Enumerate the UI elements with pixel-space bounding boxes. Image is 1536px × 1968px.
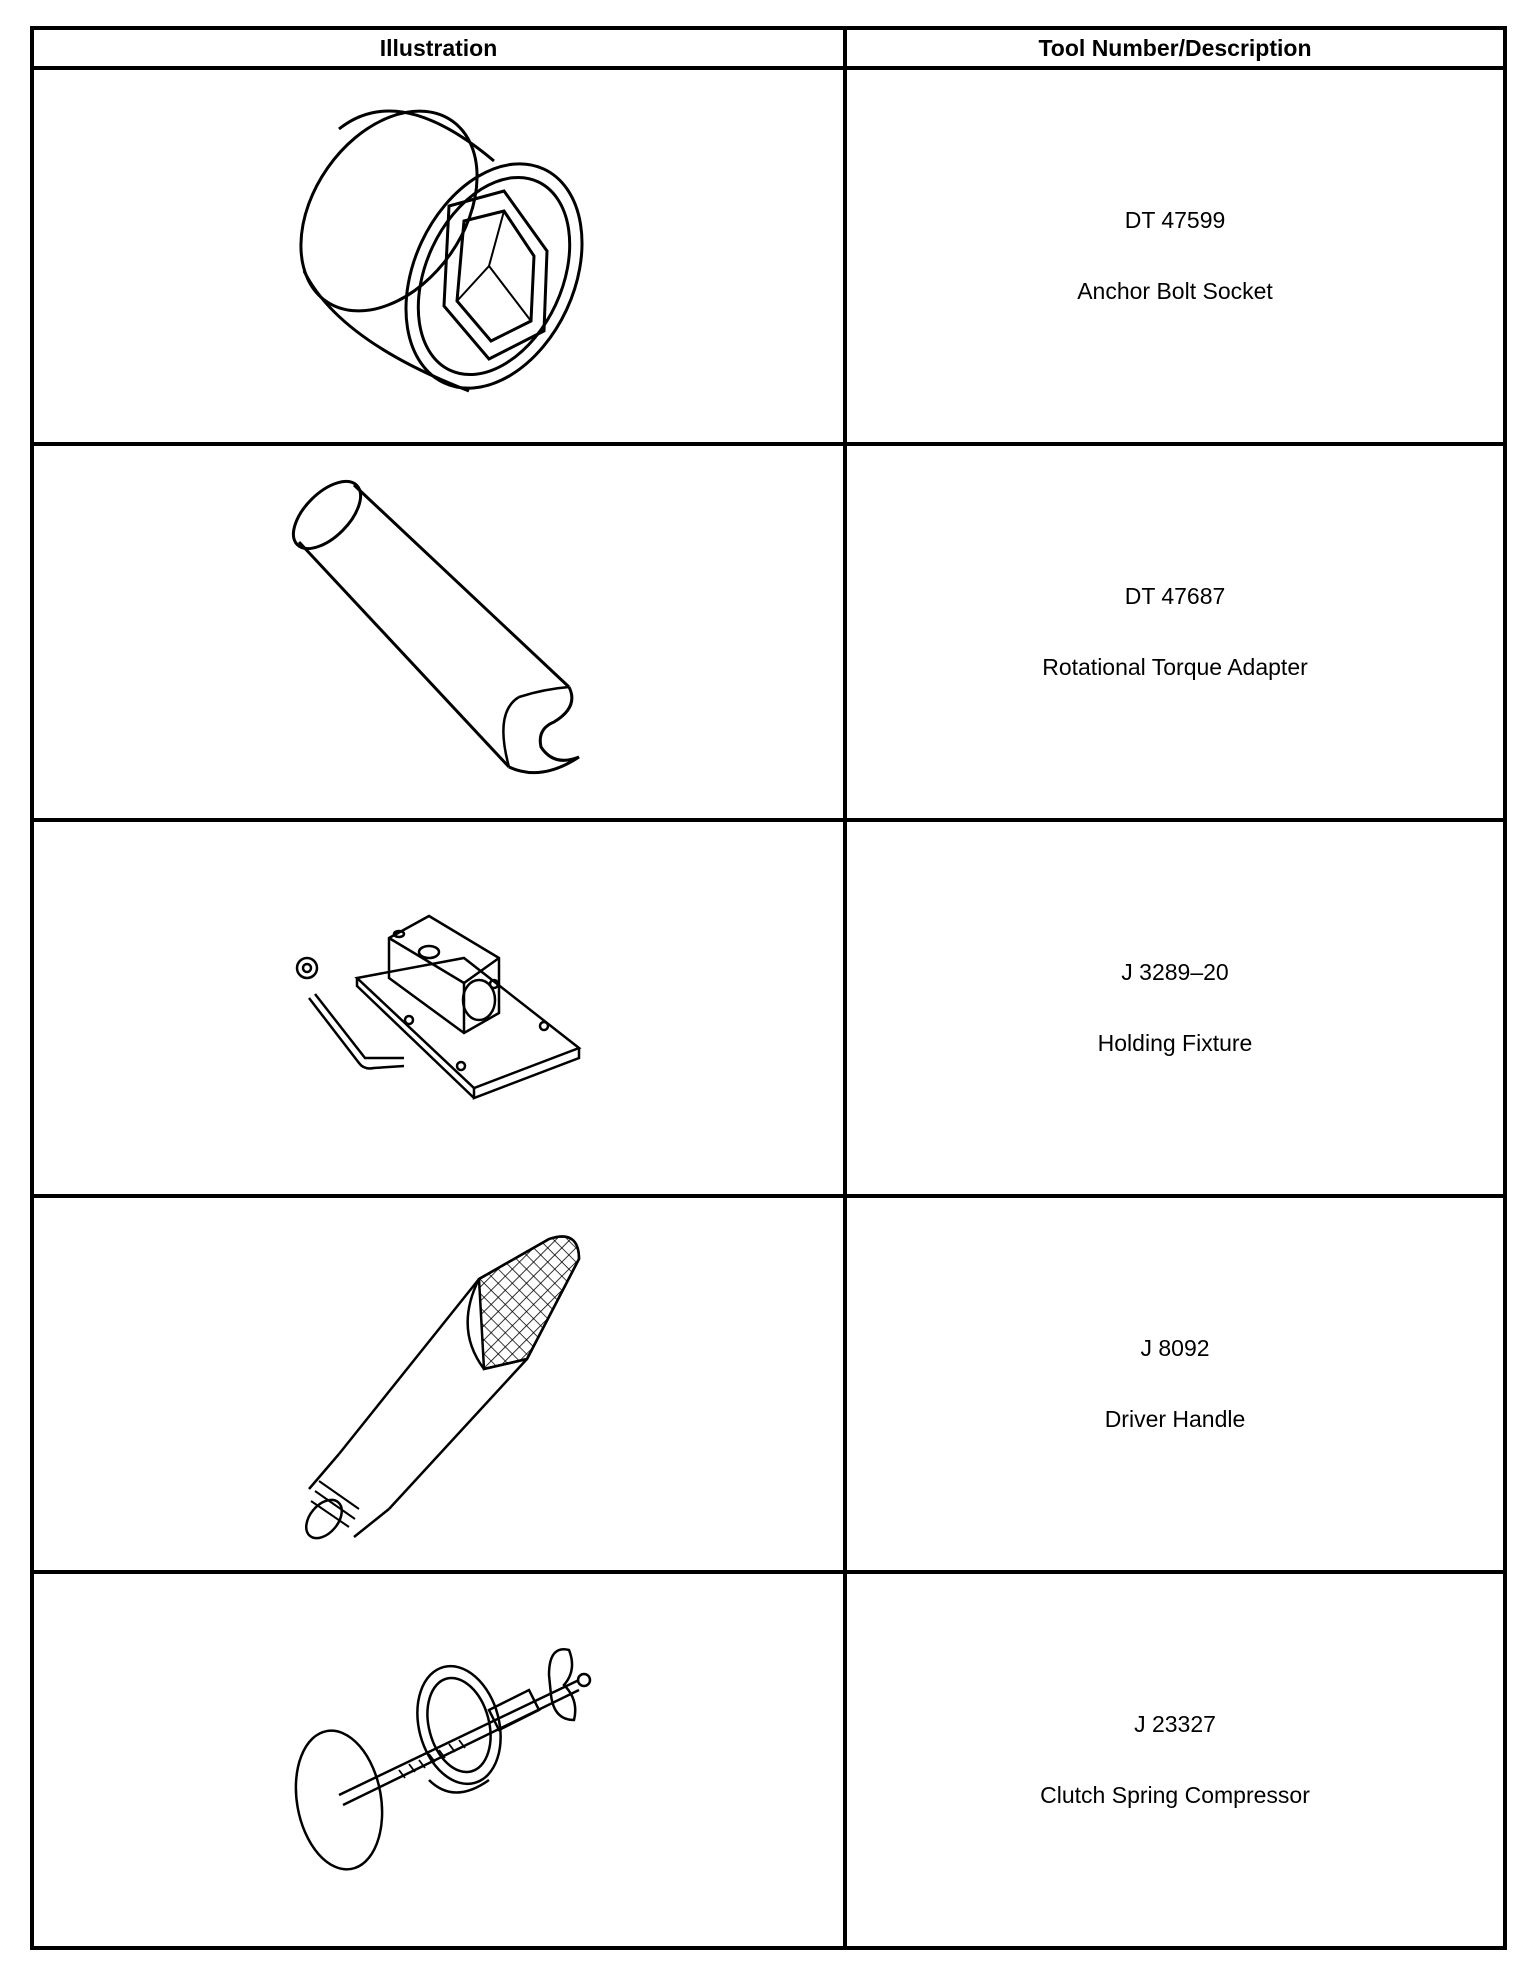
spring-compressor-icon <box>279 1630 599 1890</box>
illustration-cell <box>32 444 845 820</box>
table-row <box>32 820 1505 1196</box>
table-row <box>32 1196 1505 1572</box>
holding-fixture-icon <box>289 908 589 1108</box>
tool-description: Holding Fixture <box>1097 1030 1253 1056</box>
tool-number: J 3289–20 <box>1121 959 1229 985</box>
tool-description: Anchor Bolt Socket <box>1077 278 1273 304</box>
illustration-cell <box>32 820 845 1196</box>
tools-table <box>30 26 1507 1950</box>
tool-number: J 8092 <box>1140 1335 1210 1361</box>
illustration-cell <box>32 1572 845 1948</box>
table-row <box>32 1572 1505 1948</box>
header-tool-number-description: Tool Number/Description <box>845 28 1505 68</box>
torque-adapter-icon <box>279 467 599 797</box>
tool-number: J 23327 <box>1134 1711 1216 1737</box>
description-cell <box>845 820 1505 1196</box>
tool-description: Rotational Torque Adapter <box>1042 654 1308 680</box>
illustration-cell <box>32 68 845 444</box>
table-row <box>32 444 1505 820</box>
socket-icon <box>279 91 599 421</box>
table-row <box>32 68 1505 444</box>
driver-handle-icon <box>279 1219 599 1549</box>
tool-number: DT 47687 <box>1124 583 1226 609</box>
description-cell <box>845 444 1505 820</box>
description-cell <box>845 68 1505 444</box>
header-illustration: Illustration <box>32 28 845 68</box>
description-cell <box>845 1196 1505 1572</box>
tool-description: Driver Handle <box>1104 1406 1246 1432</box>
table-header-row <box>32 28 1505 68</box>
description-cell <box>845 1572 1505 1948</box>
illustration-cell <box>32 1196 845 1572</box>
tool-description: Clutch Spring Compressor <box>1040 1782 1310 1808</box>
tool-number: DT 47599 <box>1124 207 1226 233</box>
